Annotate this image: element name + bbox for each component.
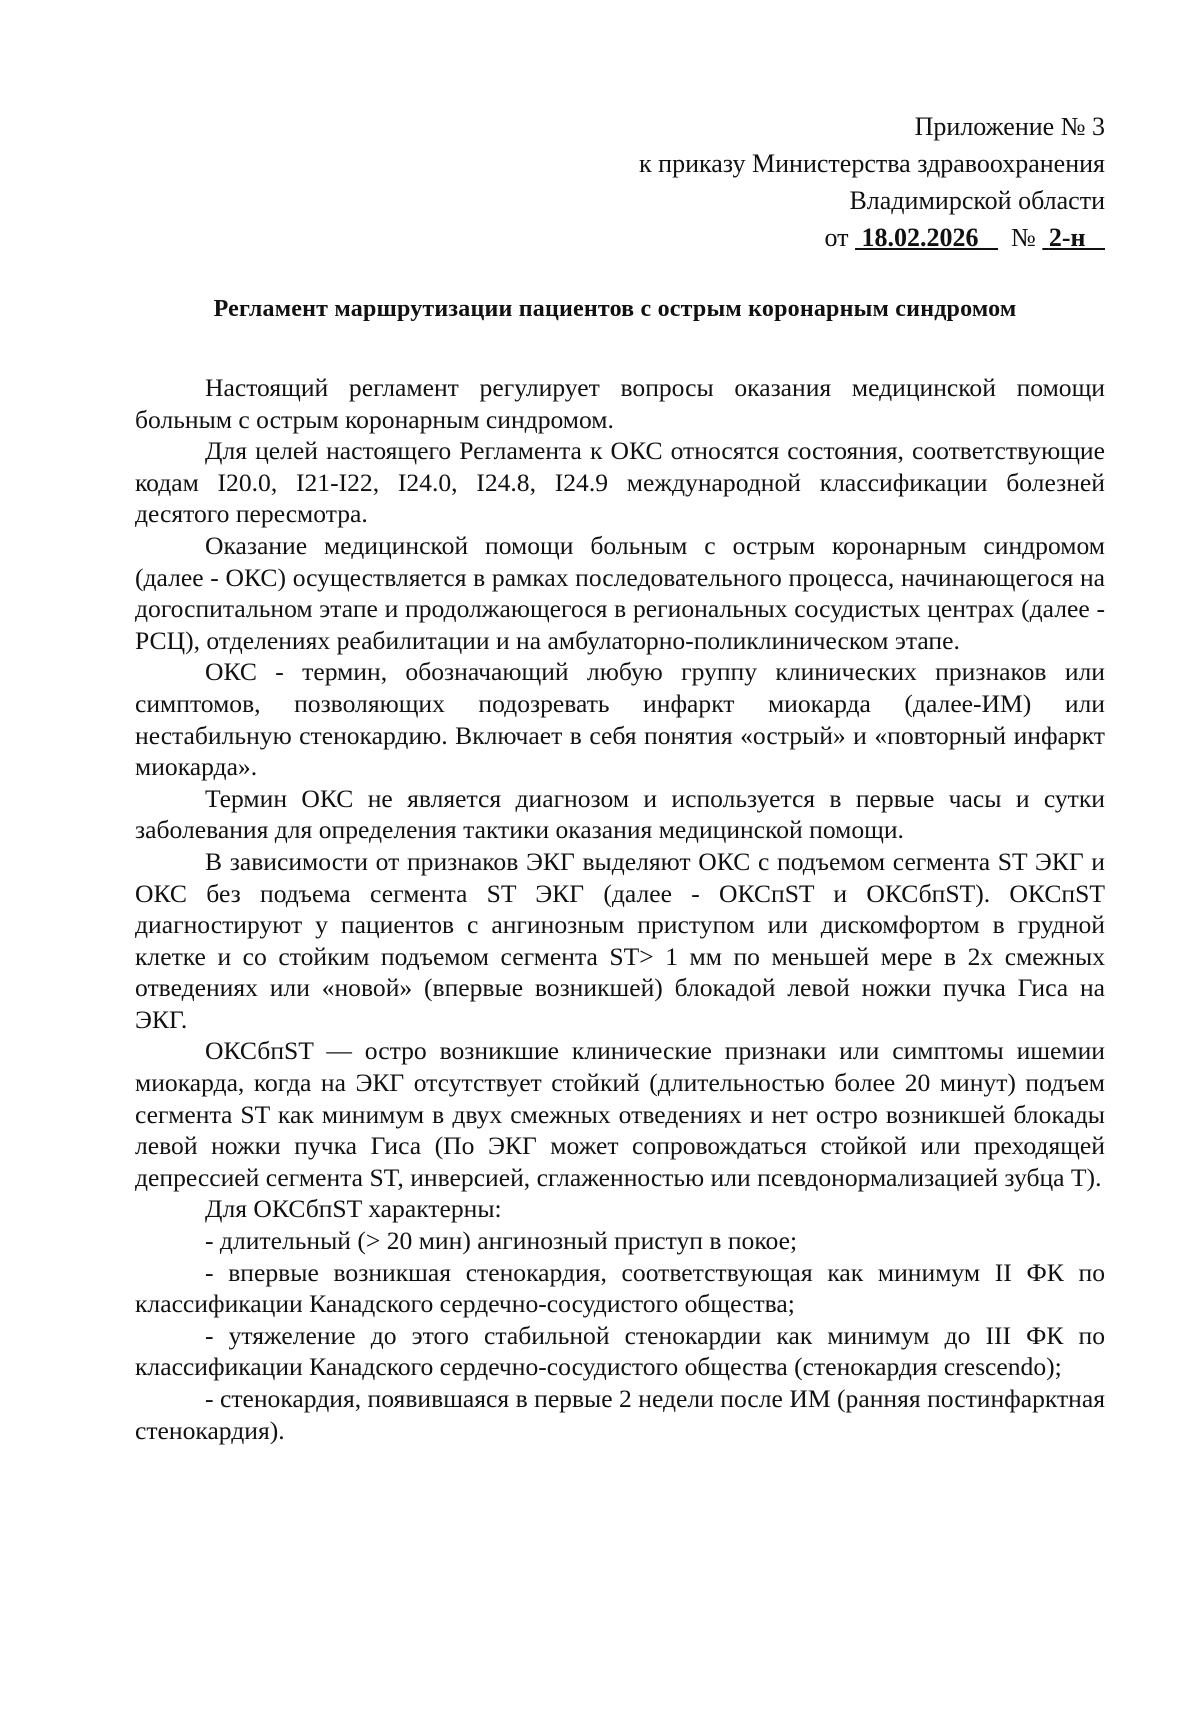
order-date: 18.02.2026 (861, 223, 979, 252)
appendix-header (639, 108, 1105, 256)
paragraph: Для ОКСбпST характерны: (205, 1194, 502, 1224)
order-date-number (639, 219, 1105, 256)
list-item: - впервые возникшая стенокардия, соответствующая как минимум II ФК по классификации Канадского сердечно-сосудистого общества; (135, 1257, 1105, 1319)
order-reference: к приказу Министерства здравоохранения (639, 149, 1105, 178)
region-name: Владимирской области (849, 186, 1105, 215)
number-prefix: № (1011, 223, 1036, 252)
document-title: Регламент маршрутизации пациентов с острым коронарным синдромом (213, 296, 1017, 322)
paragraph: Настоящий регламент регулирует вопросы оказания медицинской помощи больным с острым коронарным синдромом. (135, 373, 1105, 434)
document-body (135, 372, 1105, 1446)
paragraph: Для целей настоящего Регламента к ОКС относятся состояния, соответствующие кодам I20.0, I21-I22, I24.0, I24.8, I24.9 международной классификации болезней десятого пересмотра. (135, 436, 1105, 529)
appendix-number: Приложение № 3 (914, 112, 1105, 141)
paragraph: ОКС - термин, обозначающий любую группу клинических признаков или симптомов, позволяющих подозревать инфаркт миокарда (далее-ИМ) или нестабильную стенокардию. Включает в себя понятия «острый» и «повторный инфаркт миокарда». (135, 657, 1105, 782)
paragraph: Термин ОКС не является диагнозом и используется в первые часы и сутки заболевания для определения тактики оказания медицинской помощи. (135, 783, 1105, 845)
paragraph: ОКСбпST — остро возникшие клинические признаки или симптомы ишемии миокарда, когда на ЭКГ отсутствует стойкий (длительностью более 20 минут) подъем сегмента ST как минимум в двух смежных отведениях и нет остро возникшей блокады левой ножки пучка Гиса (По ЭКГ может сопровождаться стойкой или преходящей депрессией сегмента ST, инверсией, сглаженностью или псевдонормализацией зубца Т). (135, 1036, 1105, 1192)
date-prefix: от (824, 223, 849, 252)
list-item: - длительный (> 20 мин) ангинозный приступ в покое; (205, 1226, 798, 1256)
paragraph: В зависимости от признаков ЭКГ выделяют ОКС с подъемом сегмента ST ЭКГ и ОКС без подъема сегмента ST ЭКГ (далее - ОКСпST и ОКСбпST). ОКСпST диагностируют у пациентов с ангинозным приступом или дискомфортом в грудной клетке и со стойким подъемом сегмента ST> 1 мм по меньшей мере в 2х смежных отведениях или «новой» (впервые возникшей) блокадой левой ножки пучка Гиса на ЭКГ. (135, 846, 1105, 1034)
list-item: - стенокардия, появившаяся в первые 2 недели после ИМ (ранняя постинфарктная стенокардия). (135, 1384, 1105, 1445)
list-item: - утяжеление до этого стабильной стенокардии как минимум до III ФК по классификации Канадского сердечно-сосудистого общества (стенокардия crescendo); (135, 1320, 1105, 1382)
order-number: 2-н (1048, 223, 1086, 252)
paragraph: Оказание медицинской помощи больным с острым коронарным синдромом (далее - ОКС) осуществляется в рамках последовательного процесса, начинающегося на догоспитальном этапе и продолжающегося в региональных сосудистых центрах (далее - РСЦ), отделениях реабилитации и на амбулаторно-поликлиническом этапе. (135, 530, 1105, 655)
